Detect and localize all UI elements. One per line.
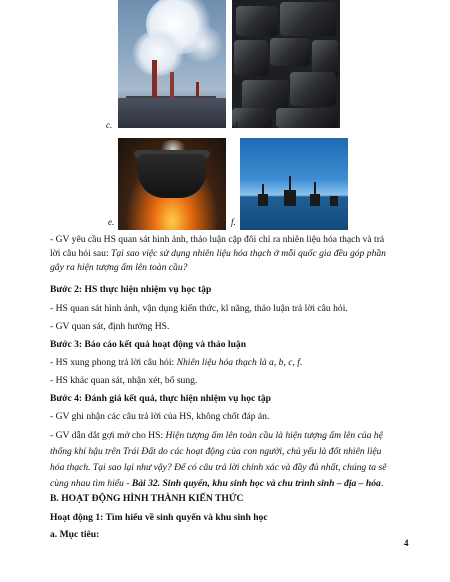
step4-item-1: - GV ghi nhận các câu trả lời của HS, không chốt đáp án.: [50, 411, 270, 422]
step2-heading: Bước 2: HS thực hiện nhiệm vụ học tập: [50, 284, 212, 295]
activity1-heading: Hoạt động 1: Tìm hiểu về sinh quyển và khu sinh học: [50, 512, 268, 523]
step4-item-2: [50, 428, 394, 492]
figure-label-f: f.: [231, 217, 236, 227]
task-instruction-text: - GV yêu cầu HS quan sát hình ảnh, thảo luận cặp đôi chỉ ra nhiên liệu hóa thạch và trả lời câu hỏi sau:: [50, 234, 385, 259]
page-number: 4: [404, 538, 409, 548]
step4-item-2-text: - GV dẫn dắt gợi mở cho HS:: [50, 430, 166, 441]
factory-smoke-photo: [118, 0, 226, 128]
section-b-heading: B. HOẠT ĐỘNG HÌNH THÀNH KIẾN THỨC: [50, 493, 244, 504]
step4-explanation: Hiện tượng ấm lên toàn cầu là hiện tượng ấm lên của hệ thống khí hậu trên Trái Đất do các hoạt động của con người, chủ yếu là đốt nhiên liệu hóa thạch. Tại sao lại như vậy? Để có câu trả lời chính xác và đầy đủ nhất, chúng ta sẽ cùng nhau tìm hiểu -: [50, 430, 387, 489]
step3-item-1-text: - HS xung phong trả lời câu hỏi:: [50, 357, 177, 368]
figure-label-c: c.: [106, 120, 113, 130]
step2-item-1: - HS quan sát hình ảnh, vận dụng kiến thức, kĩ năng, thảo luận trả lời câu hỏi.: [50, 303, 348, 314]
cooking-pot-fire-photo: [118, 138, 226, 230]
coal-photo: [232, 0, 340, 128]
task-instruction: [50, 233, 394, 275]
task-question: Tại sao việc sử dụng nhiên liệu hóa thạch ở mỗi quốc gia đều góp phần gây ra hiện tượng ấm lên toàn cầu?: [50, 248, 386, 273]
step3-item-1: [50, 356, 394, 370]
step3-answer: Nhiên liệu hóa thạch là a, b, c, f.: [176, 357, 303, 368]
objective-heading: a. Mục tiêu:: [50, 529, 100, 540]
step3-heading: Bước 3: Báo cáo kết quả hoạt động và thảo luận: [50, 339, 247, 350]
step4-heading: Bước 4: Đánh giá kết quả, thực hiện nhiệm vụ học tập: [50, 393, 271, 404]
figure-label-d: d.: [233, 120, 240, 130]
lesson-title: Bài 32. Sinh quyển, khu sinh học và chu trình sinh – địa – hóa: [131, 478, 381, 489]
step3-item-2: - HS khác quan sát, nhận xét, bổ sung.: [50, 375, 198, 386]
oil-rigs-photo: [240, 138, 348, 230]
step2-item-2: - GV quan sát, định hướng HS.: [50, 321, 170, 332]
figure-label-e: e.: [108, 217, 115, 227]
step4-end: .: [380, 478, 384, 489]
